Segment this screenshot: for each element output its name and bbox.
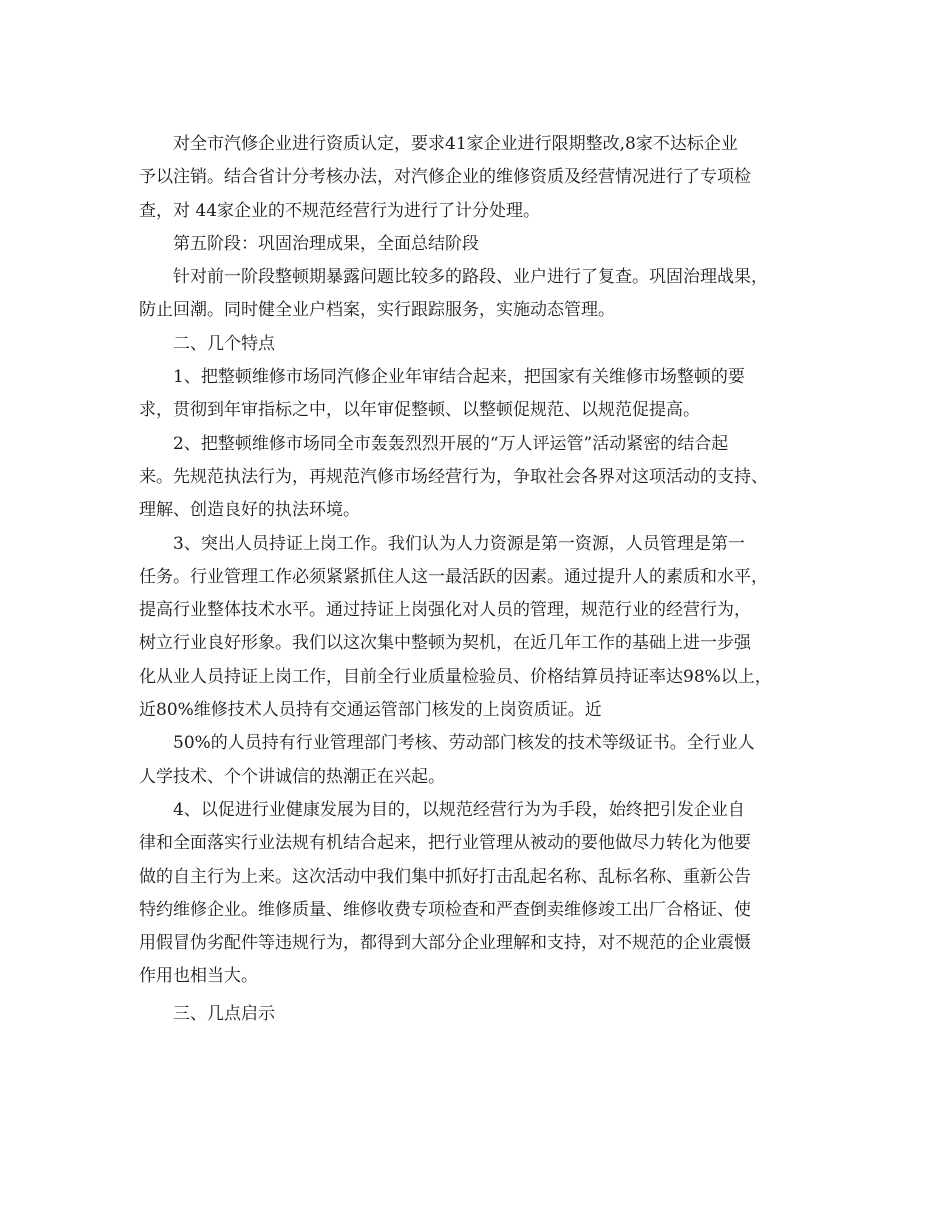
text-line: 做的自主行为上来。这次活动中我们集中抓好打击乱起名称、乱标名称、重新公告 xyxy=(139,866,751,887)
text-line: 对全市汽修企业进行资质认定，要求41家企业进行限期整改,8家不达标企业 xyxy=(173,134,738,154)
text-line: 树立行业良好形象。我们以这次集中整顿为契机，在近几年工作的基础上进一步强 xyxy=(139,633,751,654)
section-heading: 三、几点启示 xyxy=(173,1003,275,1024)
document-body xyxy=(139,128,829,1031)
section-heading: 第五阶段：巩固治理成果，全面总结阶段 xyxy=(173,233,479,254)
text-line: 2、把整顿维修市场同全市轰轰烈烈开展的“万人评运管”活动紧密的结合起 xyxy=(173,433,729,454)
text-line: 予以注销。结合省计分考核办法，对汽修企业的维修资质及经营情况进行了专项检 xyxy=(139,167,751,188)
text-line: 化从业人员持证上岗工作，目前全行业质量检验员、价格结算员持证率达98%以上， xyxy=(139,666,772,687)
text-line: 人学技术、个个讲诚信的热潮正在兴起。 xyxy=(139,766,445,787)
text-line: 防止回潮。同时健全业户档案，实行跟踪服务，实施动态管理。 xyxy=(139,300,615,321)
text-line: 求，贯彻到年审指标之中，以年审促整顿、以整顿促规范、以规范促提高。 xyxy=(139,400,700,421)
text-line: 来。先规范执法行为，再规范汽修市场经营行为，争取社会各界对这项活动的支持、 xyxy=(139,466,768,487)
text-line: 1、把整顿维修市场同汽修企业年审结合起来，把国家有关维修市场整顿的要 xyxy=(173,367,745,388)
text-line: 特约维修企业。维修质量、维修收费专项检查和严查倒卖维修竣工出厂合格证、使 xyxy=(139,899,751,920)
text-line: 用假冒伪劣配件等违规行为，都得到大部分企业理解和支持，对不规范的企业震慑 xyxy=(139,933,751,954)
text-line: 针对前一阶段整顿期暴露问题比较多的路段、业户进行了复查。巩固治理战果， xyxy=(173,267,768,288)
text-line: 律和全面落实行业法规有机结合起来，把行业管理从被动的要他做尽力转化为他要 xyxy=(139,833,751,854)
text-line: 作用也相当大。 xyxy=(139,966,258,987)
text-line: 3、突出人员持证上岗工作。我们认为人力资源是第一资源，人员管理是第一 xyxy=(173,533,745,554)
text-line: 提高行业整体技术水平。通过持证上岗强化对人员的管理，规范行业的经营行为， xyxy=(139,600,751,621)
text-line: 近80%维修技术人员持有交通运管部门核发的上岗资质证。近 xyxy=(139,700,602,721)
text-line: 任务。行业管理工作必须紧紧抓住人这一最活跃的因素。通过提升人的素质和水平， xyxy=(139,566,768,587)
section-heading: 二、几个特点 xyxy=(173,333,275,354)
text-line: 50%的人员持有行业管理部门考核、劳动部门核发的技术等级证书。全行业人 xyxy=(173,733,755,754)
text-line: 理解、创造良好的执法环境。 xyxy=(139,500,360,521)
text-line: 4、以促进行业健康发展为目的，以规范经营行为为手段，始终把引发企业自 xyxy=(173,799,745,820)
text-line: 查，对 44家企业的不规范经营行为进行了计分处理。 xyxy=(139,200,541,221)
